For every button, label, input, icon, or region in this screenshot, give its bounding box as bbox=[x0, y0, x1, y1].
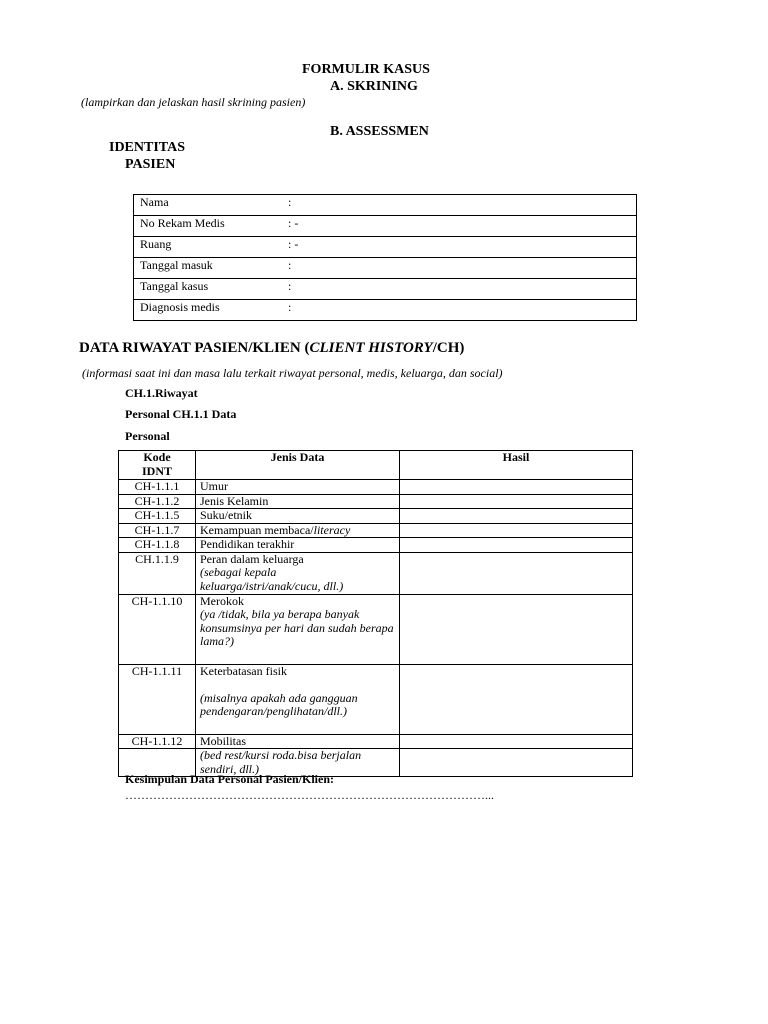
table-row bbox=[119, 552, 633, 594]
row-result-cell[interactable] bbox=[400, 734, 633, 749]
identity-value[interactable]: : bbox=[288, 279, 292, 293]
row-result-cell[interactable] bbox=[400, 480, 633, 495]
identity-row bbox=[134, 216, 637, 237]
identity-label: Ruang bbox=[140, 237, 172, 251]
table-row bbox=[119, 664, 633, 734]
section-b-heading: B. ASSESSMEN bbox=[330, 124, 429, 139]
table-row bbox=[119, 734, 633, 749]
header-code-line2: IDNT bbox=[141, 463, 172, 478]
identity-row bbox=[134, 195, 637, 216]
identity-label: Tanggal kasus bbox=[140, 279, 209, 293]
section-a-heading: A. SKRINING bbox=[330, 79, 418, 94]
identity-value[interactable]: : - bbox=[288, 216, 299, 230]
ch-line-2: Personal CH.1.1 Data bbox=[125, 407, 237, 421]
row-type-name: Pendidikan terakhir bbox=[200, 537, 295, 551]
table-row bbox=[119, 509, 633, 524]
row-type bbox=[196, 594, 400, 664]
identity-value[interactable]: : bbox=[288, 195, 292, 209]
client-history-prefix: DATA RIWAYAT PASIEN/KLIEN ( bbox=[79, 340, 310, 356]
row-code: CH-1.1.1 bbox=[119, 480, 196, 495]
row-type bbox=[196, 480, 400, 495]
row-code: CH-1.1.11 bbox=[119, 664, 196, 734]
form-title: FORMULIR KASUS bbox=[302, 62, 430, 77]
row-code: CH-1.1.2 bbox=[119, 494, 196, 509]
summary-dots-field[interactable]: ………………………………………………………………………………... bbox=[125, 788, 494, 802]
identity-row bbox=[134, 258, 637, 279]
identity-value[interactable]: : - bbox=[288, 237, 299, 251]
summary-label: Kesimpulan Data Personal Pasien/Klien: bbox=[125, 772, 335, 786]
row-type-name: Merokok bbox=[200, 593, 244, 608]
row-code: CH-1.1.10 bbox=[119, 594, 196, 664]
table-row bbox=[119, 523, 633, 538]
row-type bbox=[196, 538, 400, 553]
header-code-line1: Kode bbox=[143, 450, 171, 464]
identity-label: No Rekam Medis bbox=[140, 216, 225, 230]
header-result: Hasil bbox=[400, 451, 633, 480]
identity-heading-line1: IDENTITAS bbox=[109, 140, 185, 155]
row-code: CH-1.1.5 bbox=[119, 509, 196, 524]
row-type-name: Umur bbox=[200, 479, 228, 493]
row-type-note: (ya /tidak, bila ya berapa banyak konsumsinya per hari dan sudah berapa lama?) bbox=[200, 607, 394, 648]
row-type-name: Keterbatasan fisik bbox=[200, 663, 287, 678]
table-header-row bbox=[119, 451, 633, 480]
row-result-cell[interactable] bbox=[400, 552, 633, 594]
row-type bbox=[196, 734, 400, 749]
identity-value[interactable]: : bbox=[288, 300, 292, 314]
row-type-name: Jenis Kelamin bbox=[200, 493, 269, 508]
row-type-note: (bed rest/kursi roda.bisa berjalan sendiri, dll.) bbox=[200, 748, 362, 776]
row-type-note: (misalnya apakah ada gangguan pendengaran/penglihatan/dll.) bbox=[200, 690, 358, 718]
row-type bbox=[196, 509, 400, 524]
row-result-cell[interactable] bbox=[400, 509, 633, 524]
ch-line-3: Personal bbox=[125, 429, 170, 443]
client-history-note: (informasi saat ini dan masa lalu terkait riwayat personal, medis, keluarga, dan social) bbox=[82, 366, 503, 380]
identity-row bbox=[134, 300, 637, 321]
row-result-cell[interactable] bbox=[400, 523, 633, 538]
client-history-suffix: /CH) bbox=[432, 340, 465, 356]
row-code: CH-1.1.12 bbox=[119, 734, 196, 749]
table-row bbox=[119, 480, 633, 495]
row-result-cell[interactable] bbox=[400, 594, 633, 664]
identity-heading-line2: PASIEN bbox=[125, 157, 176, 172]
table-row bbox=[119, 538, 633, 553]
row-code: CH-1.1.8 bbox=[119, 538, 196, 553]
row-type bbox=[196, 494, 400, 509]
header-code bbox=[119, 451, 196, 480]
client-history-italic: CLIENT HISTORY bbox=[309, 340, 433, 356]
identity-table bbox=[133, 194, 637, 321]
section-a-note: (lampirkan dan jelaskan hasil skrining pasien) bbox=[81, 95, 306, 109]
row-result-cell[interactable] bbox=[400, 749, 633, 777]
identity-label: Nama bbox=[140, 195, 169, 209]
personal-data-table bbox=[118, 450, 633, 777]
row-type-name: Suku/etnik bbox=[200, 508, 253, 522]
header-type: Jenis Data bbox=[196, 451, 400, 480]
identity-label: Diagnosis medis bbox=[140, 300, 220, 314]
row-type bbox=[196, 552, 400, 594]
client-history-heading bbox=[79, 340, 464, 357]
row-result-cell[interactable] bbox=[400, 494, 633, 509]
identity-row bbox=[134, 279, 637, 300]
row-code: CH-1.1.7 bbox=[119, 523, 196, 538]
row-result-cell[interactable] bbox=[400, 664, 633, 734]
row-type-name: Kemampuan membaca/ bbox=[200, 522, 314, 537]
table-row bbox=[119, 594, 633, 664]
row-code: CH.1.1.9 bbox=[119, 552, 196, 594]
identity-label: Tanggal masuk bbox=[140, 258, 213, 272]
identity-row bbox=[134, 237, 637, 258]
row-type-note: (sebagai kepala keluarga/istri/anak/cucu, dll.) bbox=[200, 565, 344, 593]
row-type-name: Peran dalam keluarga bbox=[200, 551, 304, 566]
ch-line-1: CH.1.Riwayat bbox=[125, 386, 198, 400]
row-type-italic: literacy bbox=[313, 522, 351, 537]
row-result-cell[interactable] bbox=[400, 538, 633, 553]
identity-value[interactable]: : bbox=[288, 258, 292, 272]
row-type bbox=[196, 523, 400, 538]
row-type-name: Mobilitas bbox=[200, 733, 247, 748]
row-type bbox=[196, 664, 400, 734]
table-row bbox=[119, 494, 633, 509]
